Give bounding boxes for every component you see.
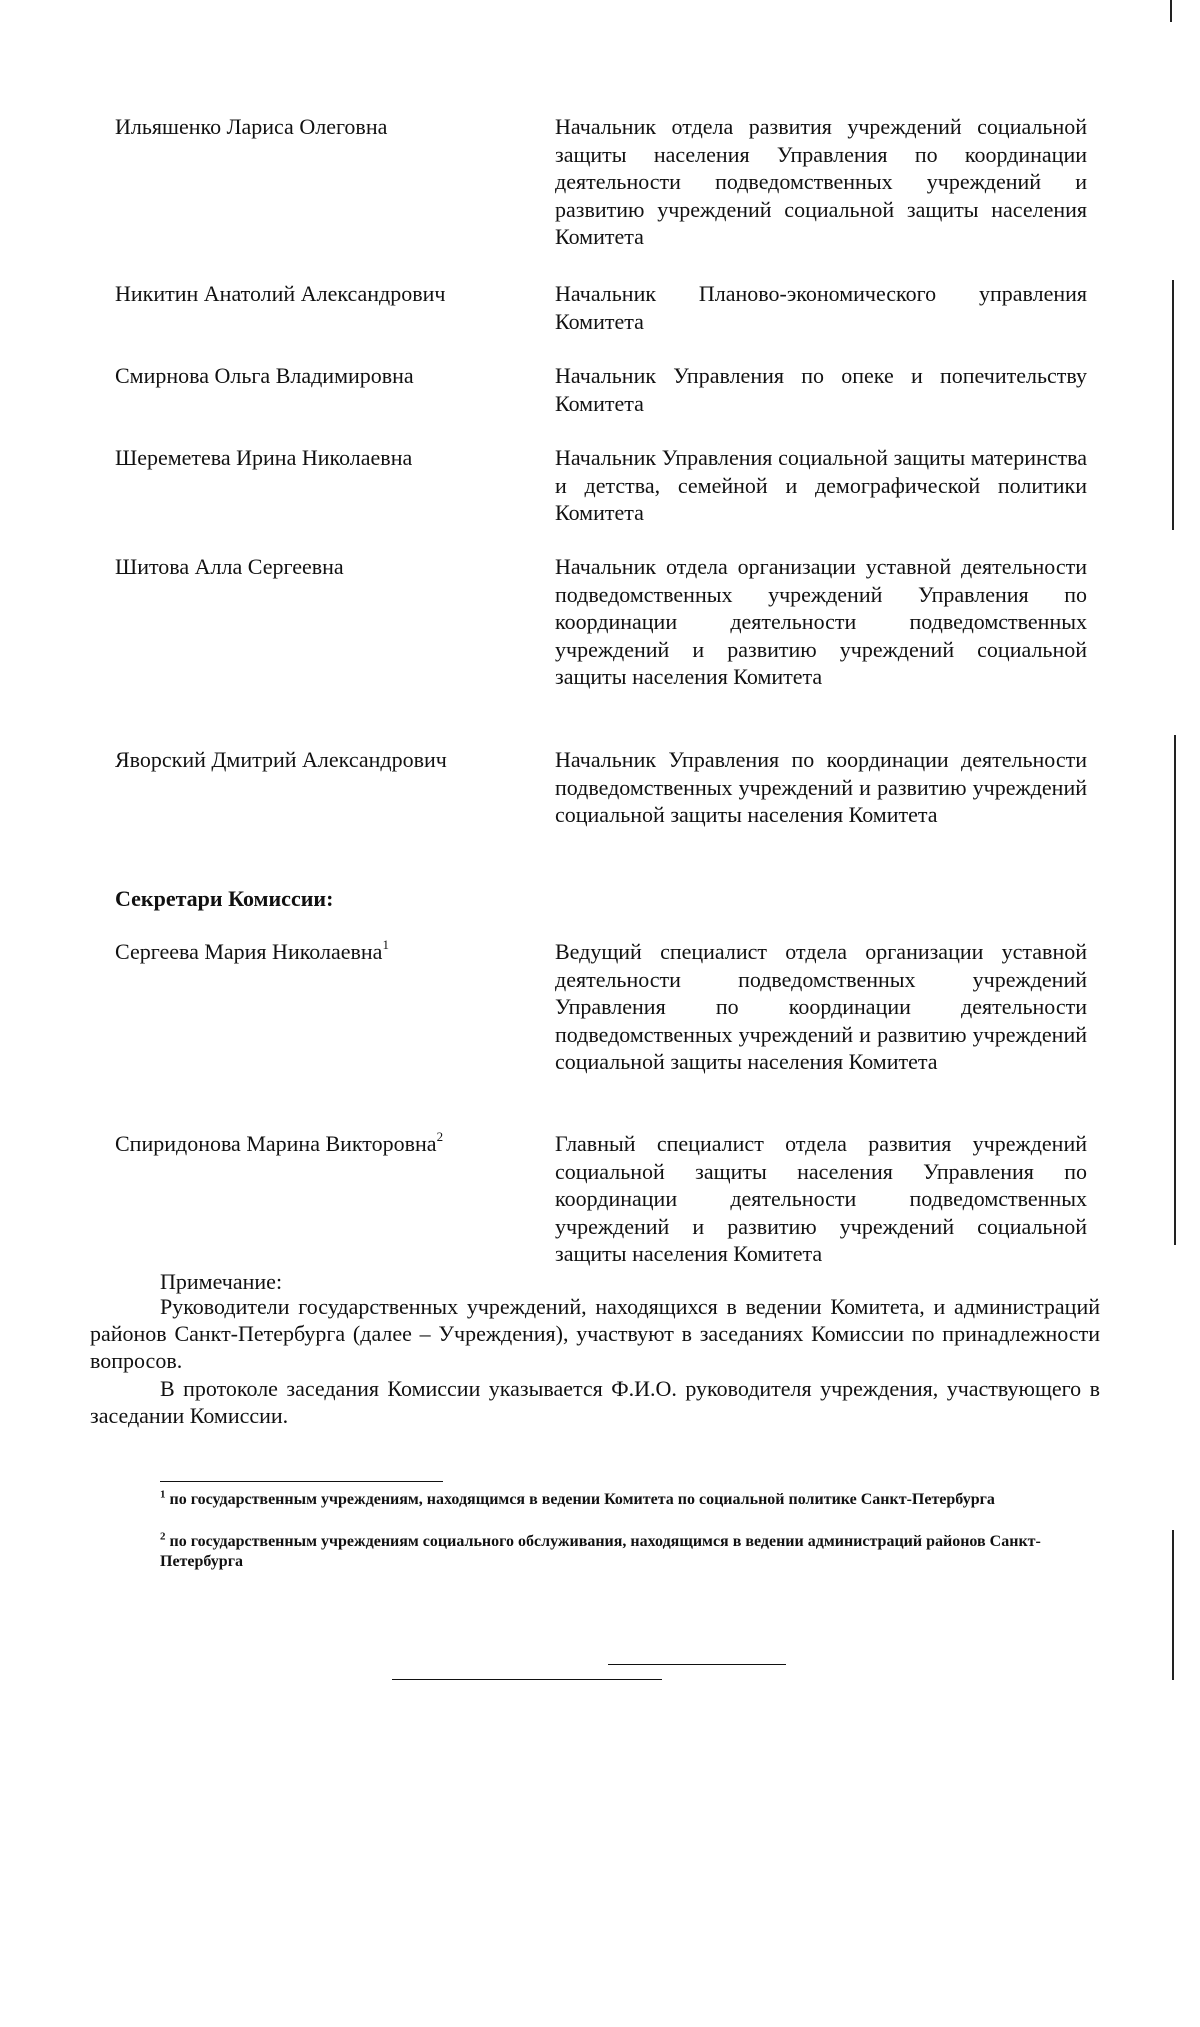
scan-edge-mark xyxy=(1172,1530,1174,1680)
secretaries-heading: Секретари Комиссии: xyxy=(115,886,334,911)
member-name: Никитин Анатолий Александрович xyxy=(115,281,446,306)
secretary-name-cell xyxy=(115,938,535,966)
footnote-text: по государственным учреждениям социального обслуживания, находящимся в ведении администраций районов Санкт-Петербурга xyxy=(160,1533,1041,1570)
member-name: Яворский Дмитрий Александрович xyxy=(115,747,447,772)
footnote-ref: 1 xyxy=(382,936,389,952)
closing-line xyxy=(608,1664,786,1665)
member-position: Начальник Управления социальной защиты материнства и детства, семейной и демографической политики Комитета xyxy=(555,445,1087,526)
secretary-position: Главный специалист отдела развития учреждений социальной защиты населения Управления по координации деятельности подведомственных учреждений и развитию учреждений социальной защиты населения Комитета xyxy=(555,1131,1087,1267)
secretary-name-cell xyxy=(115,1130,535,1158)
secretary-name: Спиридонова Марина Викторовна xyxy=(115,1131,437,1156)
note-label: Примечание: xyxy=(160,1269,283,1294)
footnote-mark: 1 xyxy=(160,1488,166,1501)
member-name: Шитова Алла Сергеевна xyxy=(115,554,344,579)
member-name: Шереметева Ирина Николаевна xyxy=(115,445,413,470)
secretary-position: Ведущий специалист отдела организации уставной деятельности подведомственных учреждений Управления по координации деятельности подведомственных учреждений и развитию учреждений социальной защиты населения Комитета xyxy=(555,939,1087,1075)
footnote xyxy=(160,1490,1060,1510)
secretary-name: Сергеева Мария Николаевна xyxy=(115,939,383,964)
footnote-separator xyxy=(160,1481,443,1482)
scan-edge-mark xyxy=(1172,280,1174,530)
footnote-text: по государственным учреждениям, находящимся в ведении Комитета по социальной политике Санкт-Петербурга xyxy=(169,1491,995,1508)
closing-line xyxy=(392,1679,662,1680)
member-name: Смирнова Ольга Владимировна xyxy=(115,363,414,388)
member-position: Начальник отдела организации уставной деятельности подведомственных учреждений Управления по координации деятельности подведомственных учреждений и развитию учреждений социальной защиты населения Комитета xyxy=(555,554,1087,690)
member-position: Начальник Планово-экономического управления Комитета xyxy=(555,281,1087,334)
footnote-ref: 2 xyxy=(436,1128,444,1144)
member-position: Начальник отдела развития учреждений социальной защиты населения Управления по координации деятельности подведомственных учреждений и развитию учреждений социальной защиты населения Комитета xyxy=(555,114,1087,250)
member-name: Ильяшенко Лариса Олеговна xyxy=(115,114,388,139)
footnote xyxy=(160,1532,1060,1572)
footnote-mark: 2 xyxy=(160,1530,166,1543)
member-position: Начальник Управления по координации деятельности подведомственных учреждений и развитию учреждений социальной защиты населения Комитета xyxy=(555,747,1087,828)
scan-edge-mark xyxy=(1170,0,1172,22)
member-position: Начальник Управления по опеке и попечительству Комитета xyxy=(555,363,1087,416)
note-paragraph: В протоколе заседания Комиссии указывается Ф.И.О. руководителя учреждения, участвующего в заседании Комиссии. xyxy=(90,1376,1100,1428)
scan-edge-mark xyxy=(1174,735,1176,1245)
note-paragraph: Руководители государственных учреждений, находящихся в ведении Комитета, и администраций районов Санкт-Петербурга (далее – Учреждения), участвуют в заседаниях Комиссии по принадлежности вопросов. xyxy=(90,1294,1100,1373)
